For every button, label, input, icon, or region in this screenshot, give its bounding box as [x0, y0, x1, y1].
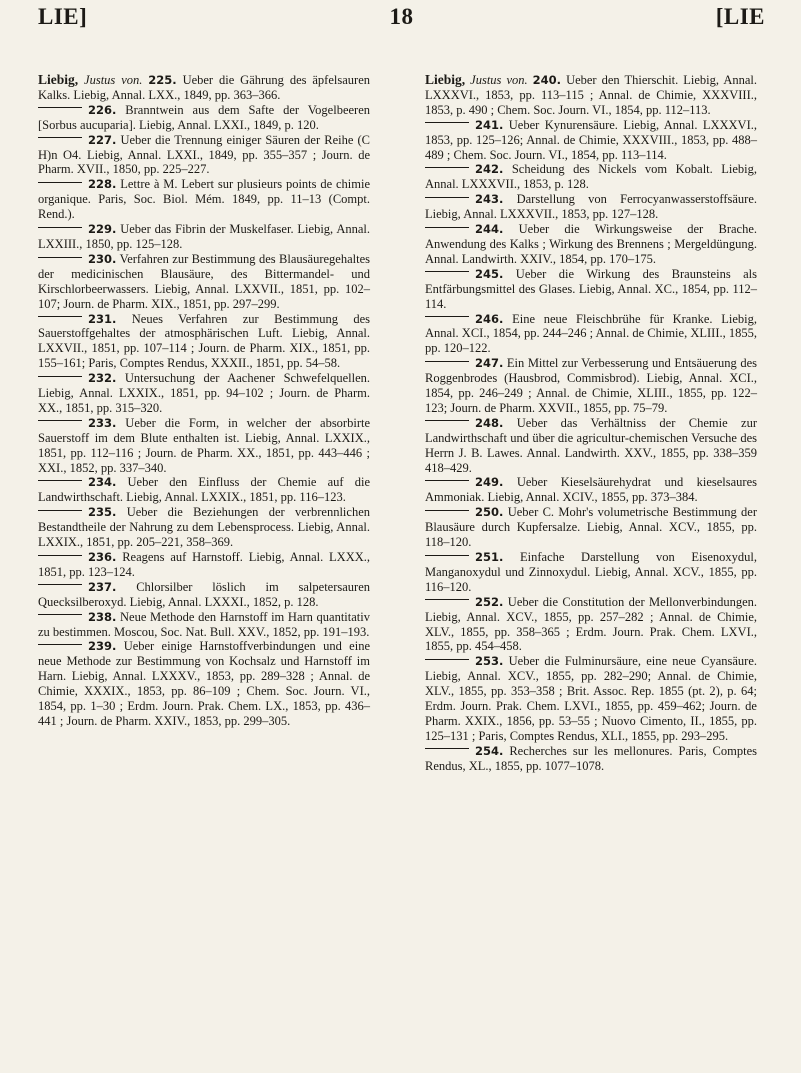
entry-text: Ueber die Wirkung des Braunsteins als Entfärbungsmittel des Glases. Liebig, Annal. XC., 1854, pp. 112–114.	[425, 266, 757, 311]
bibliography-entry	[38, 73, 370, 103]
ditto-dash	[425, 361, 469, 362]
header-left-guide: LIE]	[38, 4, 88, 29]
bibliography-entry	[425, 118, 757, 163]
ditto-dash	[425, 510, 469, 511]
bibliography-entry	[425, 654, 757, 743]
entry-text: Chlorsilber löslich im salpetersauren Quecksilberoxyd. Liebig, Annal. LXXXI., 1852, p. 128.	[38, 579, 370, 609]
ditto-dash	[38, 182, 82, 183]
bibliography-entry	[38, 371, 370, 416]
entry-text: Einfache Darstellung von Eisenoxydul, Manganoxydul und Zinnoxydul. Liebig, Annal. XCV., 1855, pp. 116–120.	[425, 550, 758, 594]
ditto-dash	[425, 227, 469, 228]
ditto-dash	[425, 122, 469, 123]
entry-text: Ueber die Trennung einiger Säuren der Reihe (C H)n O4. Liebig, Annal. LXXI., 1849, pp. 355–357 ; Journ. de Pharm. XVII., 1850, pp. 225–227.	[38, 132, 370, 177]
entry-text: Ueber die Constitution der Mellonverbindungen. Liebig, Annal. XCV., 1855, pp. 257–282 ; Annal. de Chimie, XLV., 1855, pp. 358–365 ; Erdm. Journ. Prak. Chem. LXVI., 1855, pp. 454–458.	[425, 594, 757, 654]
header-right-guide: [LIE	[715, 4, 765, 29]
bibliography-entry	[38, 222, 370, 252]
bibliography-entry	[38, 416, 370, 476]
page-header	[38, 4, 765, 38]
ditto-dash	[38, 137, 82, 138]
ditto-dash	[425, 316, 469, 317]
ditto-dash	[38, 257, 82, 258]
entry-text: Ein Mittel zur Verbesserung und Entsäuerung des Roggenbrodes (Hausbrod, Commisbrod). Liebig, Annal. XCI., 1854, pp. 246–249 ; Annal. de Chimie, XLIII., 1855, pp. 122–123; Journ. de Pharm. XXVII., 1855, pp. 75–79.	[425, 356, 758, 415]
entry-number: 227.	[88, 132, 117, 147]
entry-text: Verfahren zur Bestimmung des Blausäuregehaltes der medicinischen Blausäure, des Bittermandel- und Kirschlorbeerwassers. Liebig, Annal. LXXVII., 1851, pp. 102–107; Journ. de Pharm. XIX., 1851, pp. 297–299.	[38, 251, 370, 311]
bibliography-entry	[425, 267, 757, 312]
page-number: 18	[389, 4, 414, 29]
bibliography-entry	[38, 639, 370, 728]
ditto-dash	[38, 480, 82, 481]
entry-number: 249.	[475, 475, 504, 490]
entry-number: 239.	[88, 639, 117, 654]
ditto-dash	[38, 227, 82, 228]
entry-number: 253.	[475, 654, 504, 669]
entry-text: Ueber die Wirkungsweise der Brache. Anwendung des Kalks ; Wirkung des Brennens ; Mergeldüngung. Annal. Landwirth. XXIV., 1854, pp. 170–175.	[425, 222, 757, 266]
bibliography-entry	[38, 610, 370, 640]
entry-text: Lettre à M. Lebert sur plusieurs points de chimie organique. Paris, Soc. Biol. Mém. 1849, pp. 11–13 (Compt. Rend.).	[38, 177, 370, 222]
entry-text: Ueber die Fulminursäure, eine neue Cyansäure. Liebig, Annal. XCV., 1855, pp. 282–290; Annal. de Chimie, XLV., 1855, pp. 353–358 ; Brit. Assoc. Rep. 1855 (pt. 2), p. 64; Erdm. Journ. Prak. Chem. LXVI., 1855, pp. 459–462; Journ. de Pharm. XXIX., 1856, pp. 53–55 ; Nuovo Cimento, II., 1855, pp. 125–131 ; Paris, Comptes Rendus, XLI., 1855, pp. 293–295.	[425, 654, 757, 743]
entry-text: Ueber den Thierschit. Liebig, Annal. LXXXVI., 1853, pp. 113–115 ; Annal. de Chimie, XXXVIII., 1853, p. 490 ; Chem. Soc. Journ. VI., 1854, pp. 112–113.	[425, 73, 758, 117]
entry-number: 247.	[475, 356, 504, 371]
entry-text: Reagens auf Harnstoff. Liebig, Annal. LXXX., 1851, pp. 123–124.	[38, 550, 371, 579]
ditto-dash	[425, 748, 469, 749]
ditto-dash	[38, 555, 82, 556]
entry-text: Scheidung des Nickels vom Kobalt. Liebig, Annal. LXXXVII., 1853, p. 128.	[425, 162, 757, 192]
bibliography-entry	[38, 580, 370, 610]
bibliography-entry	[38, 133, 370, 178]
bibliography-entry	[425, 192, 757, 222]
entry-text: Ueber C. Mohr's volumetrische Bestimmung der Blausäure durch Kupfersalze. Liebig, Annal. XCV., 1855, pp. 118–120.	[425, 505, 757, 550]
entry-number: 231.	[88, 311, 117, 326]
entry-text: Ueber die Form, in welcher der absorbirte Sauerstoff im dem Blute enthalten ist. Liebig, Annal. LXXIX., 1851, pp. 112–116 ; Journ. de Pharm. XX., 1851, pp. 443–446 ; XXI., 1852, pp. 337–340.	[38, 415, 371, 475]
entry-number: 242.	[475, 162, 504, 177]
ditto-dash	[38, 107, 82, 108]
entry-text: Eine neue Fleischbrühe für Kranke. Liebig, Annal. XCI., 1854, pp. 244–246 ; Annal. de Chimie, XLIII., 1855, pp. 120–122.	[425, 311, 757, 356]
entry-number: 241.	[475, 117, 504, 132]
entry-number: 225.	[148, 73, 177, 87]
author-surname: Liebig,	[38, 72, 79, 87]
entry-text: Neues Verfahren zur Bestimmung des Sauerstoffgehaltes der atmosphärischen Luft. Liebig, Annal. LXXVII., 1851, pp. 107–114 ; Journ. de Pharm. XIX., 1851, pp. 155–161; Paris, Comptes Rendus, XXXII., 1851, pp. 54–58.	[38, 311, 371, 371]
bibliography-entry	[425, 222, 757, 267]
entry-number: 240.	[532, 73, 562, 87]
ditto-dash	[38, 316, 82, 317]
entry-number: 252.	[475, 594, 504, 609]
ditto-dash	[425, 167, 469, 168]
author-given-name: Justus von.	[84, 73, 143, 87]
ditto-dash	[425, 659, 469, 660]
entry-text: Ueber das Verhältniss der Chemie zur Landwirthschaft und über die agricultur-chemischen Versuche des Herrn J. B. Lawes. Annal. Landwirth. XXV., 1855, pp. 338–359 418–429.	[425, 415, 758, 475]
entry-number: 254.	[475, 743, 504, 758]
ditto-dash	[38, 614, 82, 615]
entry-number: 251.	[475, 550, 504, 564]
entry-number: 237.	[88, 579, 117, 594]
entry-text: Ueber das Fibrin der Muskelfaser. Liebig, Annal. LXXIII., 1850, pp. 125–128.	[38, 222, 371, 251]
ditto-dash	[38, 644, 82, 645]
entry-number: 244.	[475, 222, 504, 237]
entry-text: Untersuchung der Aachener Schwefelquellen. Liebig, Annal. LXXIX., 1851, pp. 94–102 ; Journ. de Pharm. XX., 1851, pp. 315–320.	[38, 371, 371, 415]
bibliography-entry	[425, 505, 757, 550]
ditto-dash	[38, 584, 82, 585]
ditto-dash	[38, 510, 82, 511]
left-column	[38, 73, 370, 729]
ditto-dash	[425, 197, 469, 198]
entry-text: Branntwein aus dem Safte der Vogelbeeren [Sorbus aucuparia]. Liebig, Annal. LXXI., 1849, p. 120.	[38, 102, 371, 132]
entry-number: 226.	[88, 102, 117, 117]
ditto-dash	[38, 420, 82, 421]
ditto-dash	[425, 480, 469, 481]
bibliography-entry	[425, 162, 757, 192]
bibliography-entry	[425, 595, 757, 655]
ditto-dash	[425, 420, 469, 421]
entry-text: Ueber Kynurensäure. Liebig, Annal. LXXXVI., 1853, pp. 125–126; Annal. de Chimie, XXXVIII., 1853, pp. 488–489 ; Chem. Soc. Journ. VI., 1854, pp. 113–114.	[425, 117, 757, 162]
bibliography-entry	[38, 475, 370, 505]
entry-number: 243.	[475, 192, 504, 207]
bibliography-entry	[425, 475, 757, 505]
entry-number: 248.	[475, 415, 504, 430]
bibliography-entry	[425, 356, 757, 416]
author-given-name: Justus von.	[470, 73, 528, 87]
entry-text: Ueber Kieselsäurehydrat und kieselsaures Ammoniak. Liebig, Annal. XCIV., 1855, pp. 373–384.	[425, 475, 758, 505]
entry-number: 232.	[88, 371, 117, 386]
ditto-dash	[425, 599, 469, 600]
bibliography-entry	[38, 177, 370, 222]
bibliography-entry	[425, 550, 757, 595]
author-surname: Liebig,	[425, 72, 466, 87]
entry-number: 230.	[88, 251, 117, 266]
entry-text: Ueber einige Harnstoffverbindungen und eine neue Methode zur Bestimmung von Kochsalz und Harnstoff im Harn. Liebig, Annal. LXXXV., 1853, pp. 289–328 ; Annal. de Chimie, XXXIX., 1853, pp. 86–109 ; Chem. Soc. Journ. VI., 1854, pp. 1–30 ; Erdm. Journ. Prak. Chem. LX., 1853, pp. 436–441 ; Journ. de Pharm. XXIV., 1853, pp. 299–305.	[38, 639, 370, 728]
bibliography-entry	[38, 252, 370, 312]
entry-number: 229.	[88, 222, 117, 237]
entry-number: 233.	[88, 415, 117, 430]
ditto-dash	[425, 271, 469, 272]
ditto-dash	[38, 376, 82, 377]
entry-text: Ueber die Beziehungen der verbrennlichen Bestandtheile der Nahrung zu dem Lebensprocess. Liebig, Annal. LXXIX., 1851, pp. 205–221, 358–369.	[38, 505, 370, 550]
entry-text: Neue Methode den Harnstoff im Harn quantitativ zu bestimmen. Moscou, Soc. Nat. Bull. XXV., 1852, pp. 191–193.	[38, 609, 370, 639]
entry-number: 236.	[88, 550, 117, 564]
bibliography-entry	[425, 312, 757, 357]
entry-text: Ueber die Gährung des äpfelsauren Kalks. Liebig, Annal. LXX., 1849, pp. 363–366.	[38, 73, 370, 102]
bibliography-entry	[38, 312, 370, 372]
bibliography-entry	[425, 744, 757, 774]
entry-number: 245.	[475, 266, 504, 281]
bibliography-entry	[38, 550, 370, 580]
bibliography-entry	[425, 73, 757, 118]
entry-number: 246.	[475, 311, 504, 326]
right-column	[425, 73, 757, 774]
entry-text: Darstellung von Ferrocyanwasserstoffsäure. Liebig, Annal. LXXXVII., 1853, pp. 127–128.	[425, 192, 757, 222]
entry-number: 228.	[88, 177, 117, 192]
entry-number: 234.	[88, 475, 117, 490]
entry-text: Recherches sur les mellonures. Paris, Comptes Rendus, XL., 1855, pp. 1077–1078.	[425, 743, 757, 773]
entry-number: 235.	[88, 505, 117, 520]
entry-text: Ueber den Einfluss der Chemie auf die Landwirthschaft. Liebig, Annal. LXXIX., 1851, pp. 116–123.	[38, 475, 370, 505]
bibliography-entry	[38, 103, 370, 133]
bibliography-entry	[425, 416, 757, 476]
entry-number: 250.	[475, 505, 504, 520]
bibliography-entry	[38, 505, 370, 550]
ditto-dash	[425, 555, 469, 556]
entry-number: 238.	[88, 609, 117, 624]
